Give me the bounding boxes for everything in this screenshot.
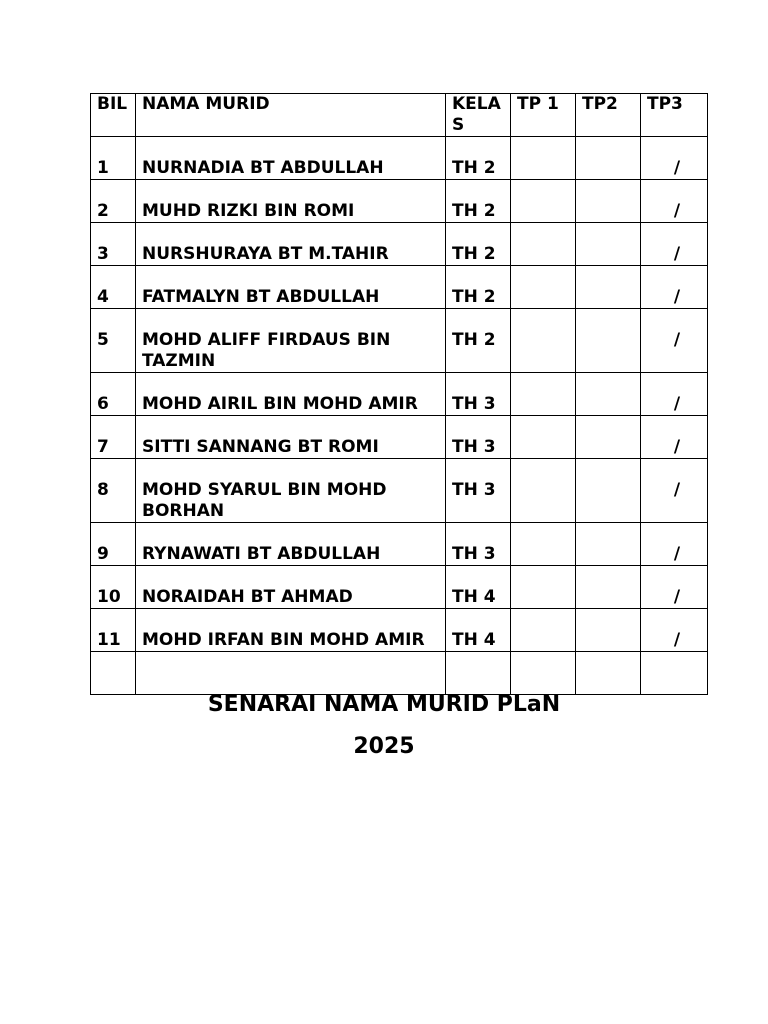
table-row: [91, 416, 708, 459]
header-kelas: KELAS: [446, 94, 511, 137]
cell-tp2-text: [582, 459, 640, 480]
cell-kelas: [446, 416, 511, 459]
cell-tp3: [641, 266, 708, 309]
cell-nama-murid: [136, 266, 446, 309]
cell-tp2-text: [582, 566, 640, 587]
cell-nama-murid: [136, 180, 446, 223]
header-nama-murid: NAMA MURID: [136, 94, 446, 137]
cell-tp2: [576, 459, 641, 523]
cell-kelas-text: TH 4: [452, 587, 496, 607]
cell-bil: [91, 523, 136, 566]
cell-nama-murid-text: MOHD SYARUL BIN MOHD BORHAN: [142, 480, 387, 521]
cell-nama-murid-text: NURNADIA BT ABDULLAH: [142, 158, 384, 178]
cell-tp1-text: [517, 416, 575, 437]
cell-tp1-text: [517, 459, 575, 480]
table-row: [91, 223, 708, 266]
cell-kelas-text: TH 2: [452, 330, 496, 350]
cell-kelas-text: TH 3: [452, 394, 496, 414]
cell-tp2: [576, 137, 641, 180]
document-title: SENARAI NAMA MURID PLaN: [207, 692, 561, 717]
table-header-row: [91, 94, 708, 137]
cell-nama-murid: [136, 566, 446, 609]
cell-tp1: [511, 180, 576, 223]
table-row: [91, 180, 708, 223]
cell-nama-murid-text: MUHD RIZKI BIN ROMI: [142, 201, 355, 221]
table-row: [91, 566, 708, 609]
cell-tp3: [641, 309, 708, 373]
cell-bil: [91, 566, 136, 609]
cell-kelas-text: TH 3: [452, 480, 496, 500]
cell-tp1-text: [517, 309, 575, 330]
cell-tp3-text: /: [673, 394, 681, 414]
cell-tp3: [641, 609, 708, 652]
cell-tp2-text: [582, 373, 640, 394]
cell-bil: [91, 137, 136, 180]
header-tp3: TP3: [641, 94, 708, 137]
cell-tp3-text: /: [673, 630, 681, 650]
cell-nama-murid: [136, 609, 446, 652]
cell-tp2-text: [582, 180, 640, 201]
cell-tp2-text: [582, 609, 640, 630]
cell-kelas: [446, 223, 511, 266]
cell-kelas: [446, 459, 511, 523]
cell-nama-murid: [136, 137, 446, 180]
table-row: [91, 309, 708, 373]
cell-kelas-text: TH 3: [452, 544, 496, 564]
cell-tp2-text: [582, 416, 640, 437]
cell-kelas-text: [452, 652, 504, 673]
cell-tp3-text: /: [673, 201, 681, 221]
cell-kelas-text: TH 2: [452, 287, 496, 307]
table-row: [91, 459, 708, 523]
cell-tp1-text: [517, 373, 575, 394]
cell-tp2: [576, 373, 641, 416]
cell-bil-text: 1: [97, 158, 109, 178]
cell-tp1-text: [517, 523, 575, 544]
cell-nama-murid-text: NURSHURAYA BT M.TAHIR: [142, 244, 389, 264]
cell-tp3: [641, 652, 708, 695]
cell-bil: [91, 223, 136, 266]
cell-nama-murid: [136, 652, 446, 695]
table-row: [91, 652, 708, 695]
cell-bil-text: 5: [97, 330, 109, 350]
cell-nama-murid-text: MOHD AIRIL BIN MOHD AMIR: [142, 394, 418, 414]
cell-bil: [91, 652, 136, 695]
cell-bil-text: 6: [97, 394, 109, 414]
cell-nama-murid-text: RYNAWATI BT ABDULLAH: [142, 544, 381, 564]
cell-tp3: [641, 223, 708, 266]
cell-tp1-text: [517, 223, 575, 244]
cell-tp2: [576, 609, 641, 652]
cell-tp1: [511, 459, 576, 523]
cell-tp1-text: [517, 609, 575, 630]
cell-nama-murid: [136, 416, 446, 459]
cell-tp1: [511, 309, 576, 373]
cell-tp3: [641, 566, 708, 609]
cell-nama-murid-text: FATMALYN BT ABDULLAH: [142, 287, 380, 307]
cell-tp2: [576, 652, 641, 695]
document-year: 2025: [353, 734, 415, 759]
cell-bil-text: 8: [97, 480, 109, 500]
cell-tp2-text: [582, 652, 640, 673]
cell-kelas-text: TH 4: [452, 630, 496, 650]
cell-kelas: [446, 309, 511, 373]
table-row: [91, 137, 708, 180]
cell-tp3: [641, 180, 708, 223]
cell-tp1-text: [517, 566, 575, 587]
table-row: [91, 373, 708, 416]
cell-nama-murid: [136, 309, 446, 373]
table-row: [91, 266, 708, 309]
cell-tp2: [576, 266, 641, 309]
cell-tp3: [641, 459, 708, 523]
cell-bil-text: 2: [97, 201, 109, 221]
cell-kelas-text: TH 2: [452, 158, 496, 178]
header-bil: BIL: [91, 94, 136, 137]
cell-tp3-text: /: [673, 587, 681, 607]
cell-tp2-text: [582, 137, 640, 158]
cell-tp2: [576, 180, 641, 223]
cell-tp1-text: [517, 266, 575, 287]
cell-tp1: [511, 652, 576, 695]
cell-bil-text: 7: [97, 437, 109, 457]
cell-bil-text: 3: [97, 244, 109, 264]
cell-kelas: [446, 373, 511, 416]
cell-tp3: [641, 523, 708, 566]
cell-kelas-text: TH 2: [452, 244, 496, 264]
student-table: [90, 93, 708, 695]
cell-nama-murid-text: SITTI SANNANG BT ROMI: [142, 437, 379, 457]
cell-nama-murid-text: [142, 652, 439, 673]
cell-nama-murid: [136, 523, 446, 566]
cell-tp3-text: /: [673, 544, 681, 564]
cell-tp2-text: [582, 266, 640, 287]
cell-kelas: [446, 180, 511, 223]
header-tp2: TP2: [576, 94, 641, 137]
cell-nama-murid-text: NORAIDAH BT AHMAD: [142, 587, 353, 607]
cell-nama-murid: [136, 459, 446, 523]
cell-bil-text: [97, 652, 129, 673]
cell-tp2: [576, 566, 641, 609]
cell-kelas: [446, 137, 511, 180]
cell-kelas: [446, 523, 511, 566]
cell-tp2: [576, 523, 641, 566]
cell-tp3-text: [647, 652, 707, 673]
cell-tp1-text: [517, 137, 575, 158]
cell-tp2: [576, 309, 641, 373]
cell-tp1: [511, 416, 576, 459]
cell-tp1: [511, 223, 576, 266]
cell-tp1: [511, 609, 576, 652]
cell-tp3: [641, 373, 708, 416]
cell-bil: [91, 180, 136, 223]
cell-nama-murid-text: MOHD IRFAN BIN MOHD AMIR: [142, 630, 425, 650]
cell-bil: [91, 416, 136, 459]
cell-nama-murid: [136, 373, 446, 416]
cell-tp1: [511, 523, 576, 566]
cell-tp2: [576, 223, 641, 266]
cell-tp1-text: [517, 180, 575, 201]
cell-tp2-text: [582, 523, 640, 544]
cell-tp3-text: /: [673, 330, 681, 350]
cell-bil: [91, 266, 136, 309]
table-body: [91, 137, 708, 695]
cell-kelas: [446, 652, 511, 695]
table-row: [91, 609, 708, 652]
header-tp1: TP 1: [511, 94, 576, 137]
cell-tp2-text: [582, 223, 640, 244]
cell-tp3: [641, 137, 708, 180]
table-row: [91, 523, 708, 566]
cell-bil-text: 11: [97, 630, 121, 650]
cell-kelas-text: TH 2: [452, 201, 496, 221]
cell-tp1-text: [517, 652, 575, 673]
cell-tp1: [511, 137, 576, 180]
cell-tp2: [576, 416, 641, 459]
cell-bil-text: 4: [97, 287, 109, 307]
cell-bil: [91, 459, 136, 523]
cell-kelas: [446, 266, 511, 309]
cell-bil: [91, 609, 136, 652]
cell-tp2-text: [582, 309, 640, 330]
cell-tp1: [511, 566, 576, 609]
cell-kelas: [446, 566, 511, 609]
cell-bil-text: 9: [97, 544, 109, 564]
cell-nama-murid-text: MOHD ALIFF FIRDAUS BIN TAZMIN: [142, 330, 391, 371]
cell-tp1: [511, 373, 576, 416]
cell-nama-murid: [136, 223, 446, 266]
cell-kelas: [446, 609, 511, 652]
cell-bil-text: 10: [97, 587, 121, 607]
cell-tp3-text: /: [673, 437, 681, 457]
cell-kelas-text: TH 3: [452, 437, 496, 457]
cell-tp3-text: /: [673, 158, 681, 178]
cell-tp1: [511, 266, 576, 309]
cell-bil: [91, 373, 136, 416]
cell-bil: [91, 309, 136, 373]
cell-tp3-text: /: [673, 244, 681, 264]
cell-tp3: [641, 416, 708, 459]
cell-tp3-text: /: [673, 287, 681, 307]
cell-tp3-text: /: [673, 480, 681, 500]
